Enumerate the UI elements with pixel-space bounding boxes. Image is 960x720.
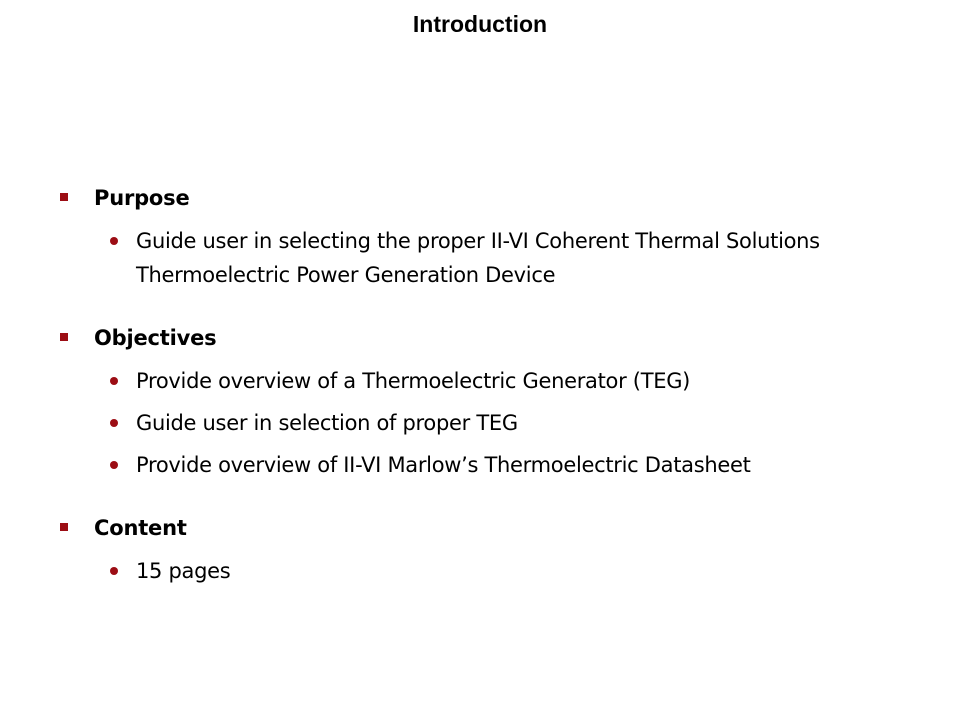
section-heading: Purpose — [94, 186, 190, 210]
list-item — [0, 406, 960, 440]
dot-bullet-icon — [110, 419, 118, 427]
section-heading-row — [0, 182, 960, 216]
section-purpose — [0, 182, 960, 292]
list-item-text: Guide user in selection of proper TEG — [136, 411, 518, 435]
square-bullet-icon — [60, 193, 68, 201]
section-content — [0, 512, 960, 588]
list-item-text: Guide user in selecting the proper II-VI Coherent Thermal Solutions Thermoelectric Power Generation Device — [136, 229, 820, 287]
section-heading: Objectives — [94, 326, 217, 350]
list-item — [0, 224, 960, 292]
list-item — [0, 554, 960, 588]
dot-bullet-icon — [110, 237, 118, 245]
square-bullet-icon — [60, 333, 68, 341]
square-bullet-icon — [60, 523, 68, 531]
list-item-text: 15 pages — [136, 559, 231, 583]
section-heading: Content — [94, 516, 187, 540]
list-item-text: Provide overview of a Thermoelectric Generator (TEG) — [136, 369, 691, 393]
bullet-list — [0, 554, 960, 588]
dot-bullet-icon — [110, 377, 118, 385]
bullet-list — [0, 224, 960, 292]
list-item-text: Provide overview of II-VI Marlow’s Thermoelectric Datasheet — [136, 453, 751, 477]
dot-bullet-icon — [110, 461, 118, 469]
section-heading-row — [0, 322, 960, 356]
section-objectives — [0, 322, 960, 482]
section-heading-row — [0, 512, 960, 546]
bullet-list — [0, 364, 960, 482]
list-item — [0, 364, 960, 398]
dot-bullet-icon — [110, 567, 118, 575]
slide-content — [0, 182, 960, 596]
list-item — [0, 448, 960, 482]
slide-title: Introduction — [412, 11, 548, 37]
